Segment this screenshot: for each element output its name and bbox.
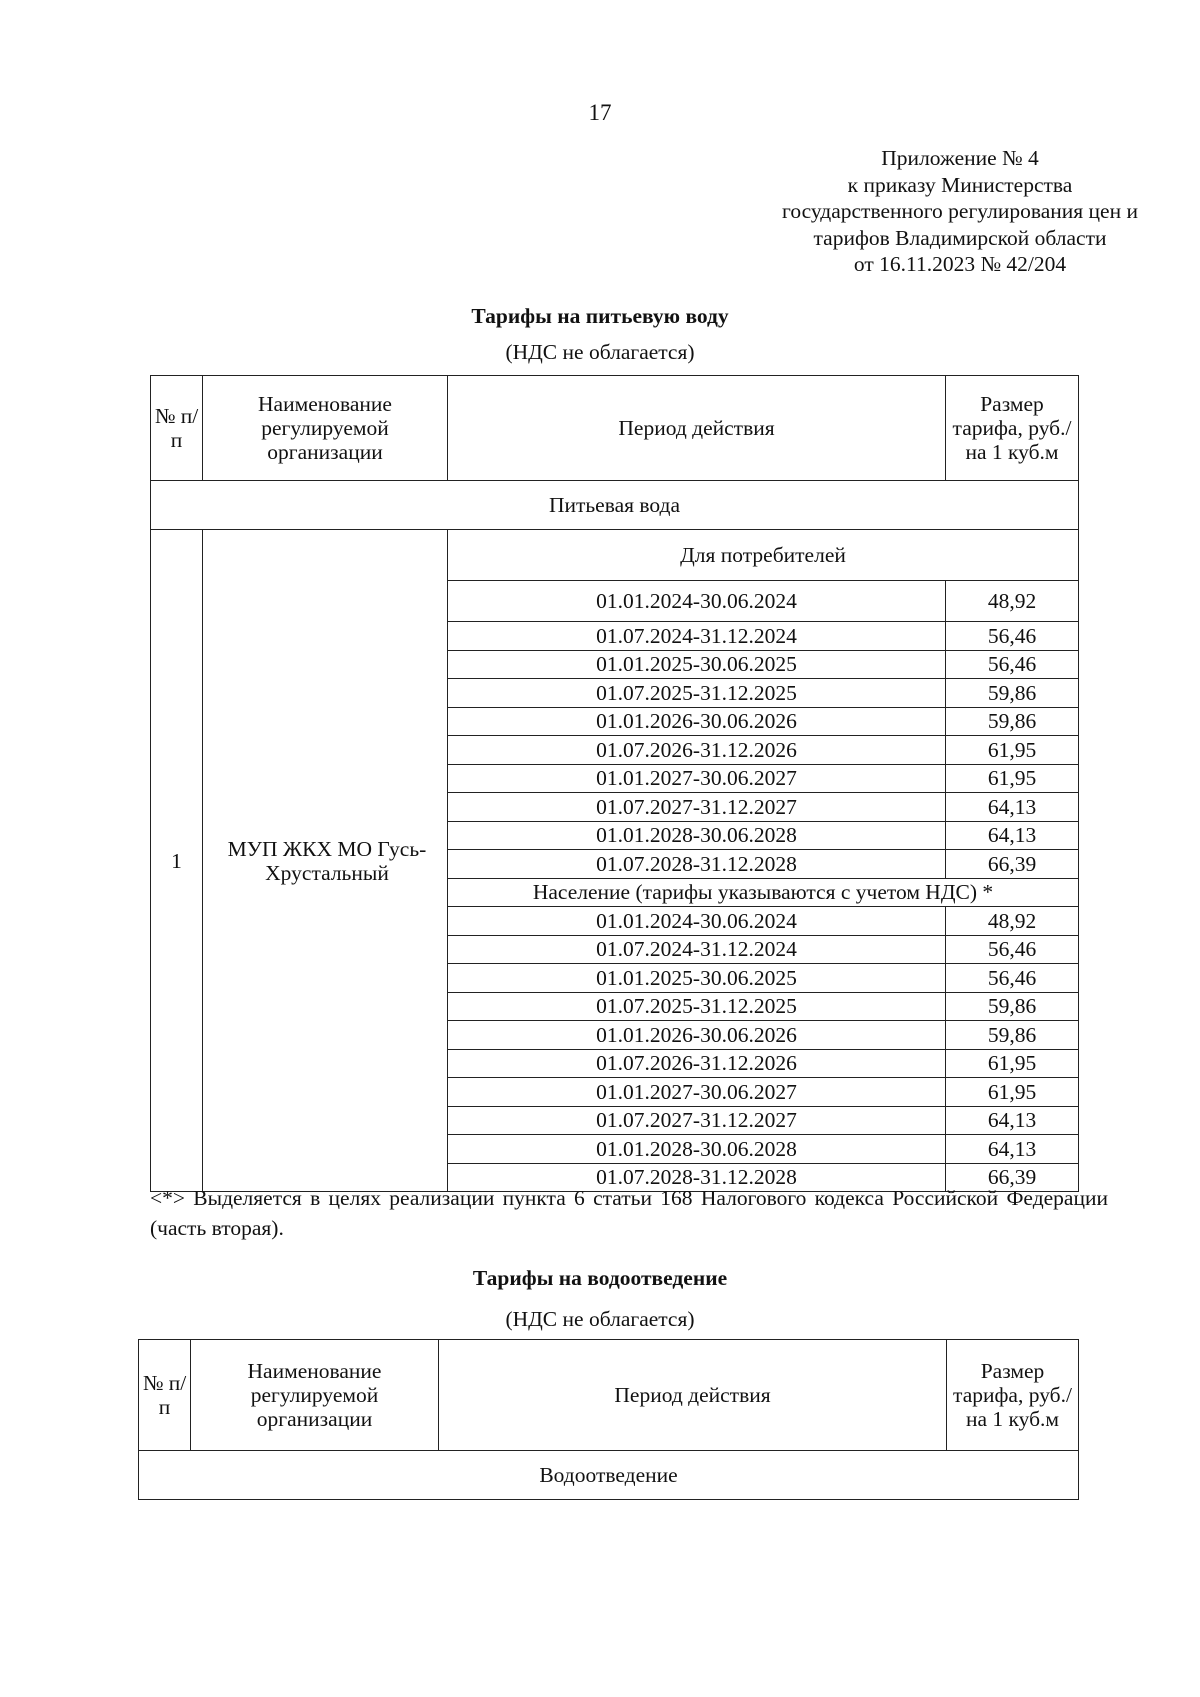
tariff-value: 59,86 <box>946 1021 1079 1050</box>
tariff-period: 01.07.2027-31.12.2027 <box>448 1106 946 1135</box>
water-tariff-table <box>150 375 1079 1192</box>
tariff-period: 01.07.2026-31.12.2026 <box>448 1049 946 1078</box>
water-vat-note: (НДС не облагается) <box>505 340 695 364</box>
tariff-value: 48,92 <box>946 907 1079 936</box>
tariff-period: 01.01.2024-30.06.2024 <box>448 581 946 622</box>
appendix-line: от 16.11.2023 № 42/204 <box>853 252 1067 276</box>
footnote: <*> Выделяется в целях реализации пункта 6 статьи 168 Налогового кодекса Российской Федерации (часть вторая). <box>150 1186 1108 1240</box>
tariff-period: 01.01.2026-30.06.2026 <box>448 707 946 736</box>
appendix-line: к приказу Министерства <box>847 172 1073 197</box>
tariff-value: 61,95 <box>946 1049 1079 1078</box>
organization-name: МУП ЖКХ МО Гусь-Хрустальный <box>203 530 448 1192</box>
tariff-value: 48,92 <box>946 581 1079 622</box>
tariff-period: 01.07.2025-31.12.2025 <box>448 679 946 708</box>
table-header-row <box>139 1340 1079 1451</box>
tariff-value: 59,86 <box>946 992 1079 1021</box>
tariff-period: 01.01.2028-30.06.2028 <box>448 1135 946 1164</box>
tariff-period: 01.01.2026-30.06.2026 <box>448 1021 946 1050</box>
section-row <box>151 481 1079 530</box>
header-period: Период действия <box>448 376 946 481</box>
tariff-period: 01.01.2025-30.06.2025 <box>448 964 946 993</box>
group-consumers-label: Для потребителей <box>448 530 1079 581</box>
header-number: № п/п <box>151 376 203 481</box>
appendix-line: государственного регулирования цен и <box>782 199 1138 223</box>
tariff-value: 56,46 <box>946 622 1079 651</box>
tariff-value: 56,46 <box>946 964 1079 993</box>
header-period: Период действия <box>439 1340 947 1451</box>
tariff-period: 01.01.2025-30.06.2025 <box>448 650 946 679</box>
tariff-value: 56,46 <box>946 935 1079 964</box>
tariff-value: 64,13 <box>946 821 1079 850</box>
tariff-period: 01.07.2027-31.12.2027 <box>448 793 946 822</box>
tariff-period: 01.07.2025-31.12.2025 <box>448 992 946 1021</box>
tariff-value: 59,86 <box>946 707 1079 736</box>
section-sewerage: Водоотведение <box>139 1451 1079 1500</box>
tariff-period: 01.01.2028-30.06.2028 <box>448 821 946 850</box>
tariff-period: 01.07.2024-31.12.2024 <box>448 622 946 651</box>
tariff-value: 61,95 <box>946 1078 1079 1107</box>
section-row <box>139 1451 1079 1500</box>
tariff-period: 01.01.2024-30.06.2024 <box>448 907 946 936</box>
row-number: 1 <box>151 530 203 1192</box>
tariff-value: 64,13 <box>946 1135 1079 1164</box>
tariff-value: 61,95 <box>946 764 1079 793</box>
tariff-value: 64,13 <box>946 793 1079 822</box>
tariff-value: 61,95 <box>946 736 1079 765</box>
tariff-value: 66,39 <box>946 1163 1079 1192</box>
header-organization: Наименование регулируемой организации <box>191 1340 439 1451</box>
header-organization: Наименование регулируемой организации <box>203 376 448 481</box>
group-population-label: Население (тарифы указываются с учетом НДС) * <box>448 878 1079 907</box>
appendix-header <box>700 145 1200 278</box>
tariff-period: 01.07.2028-31.12.2028 <box>448 850 946 879</box>
tariff-value: 59,86 <box>946 679 1079 708</box>
water-tariffs-title: Тарифы на питьевую воду <box>471 304 729 328</box>
tariff-value: 64,13 <box>946 1106 1079 1135</box>
tariff-period: 01.07.2028-31.12.2028 <box>448 1163 946 1192</box>
tariff-period: 01.01.2027-30.06.2027 <box>448 1078 946 1107</box>
header-tariff: Размер тарифа, руб./на 1 куб.м <box>947 1340 1079 1451</box>
sewer-vat-note: (НДС не облагается) <box>505 1307 695 1331</box>
section-drinking-water: Питьевая вода <box>151 481 1079 530</box>
header-number: № п/п <box>139 1340 191 1451</box>
appendix-line: тарифов Владимирской области <box>813 225 1107 250</box>
group-row <box>151 530 1079 581</box>
tariff-period: 01.07.2026-31.12.2026 <box>448 736 946 765</box>
tariff-period: 01.01.2027-30.06.2027 <box>448 764 946 793</box>
page-number: 17 <box>588 100 612 125</box>
header-tariff: Размер тарифа, руб./на 1 куб.м <box>946 376 1079 481</box>
sewer-tariff-table <box>138 1339 1079 1500</box>
tariff-value: 56,46 <box>946 650 1079 679</box>
table-header-row <box>151 376 1079 481</box>
tariff-value: 66,39 <box>946 850 1079 879</box>
tariff-period: 01.07.2024-31.12.2024 <box>448 935 946 964</box>
sewer-tariffs-title: Тарифы на водоотведение <box>472 1266 728 1290</box>
appendix-line: Приложение № 4 <box>881 146 1039 170</box>
